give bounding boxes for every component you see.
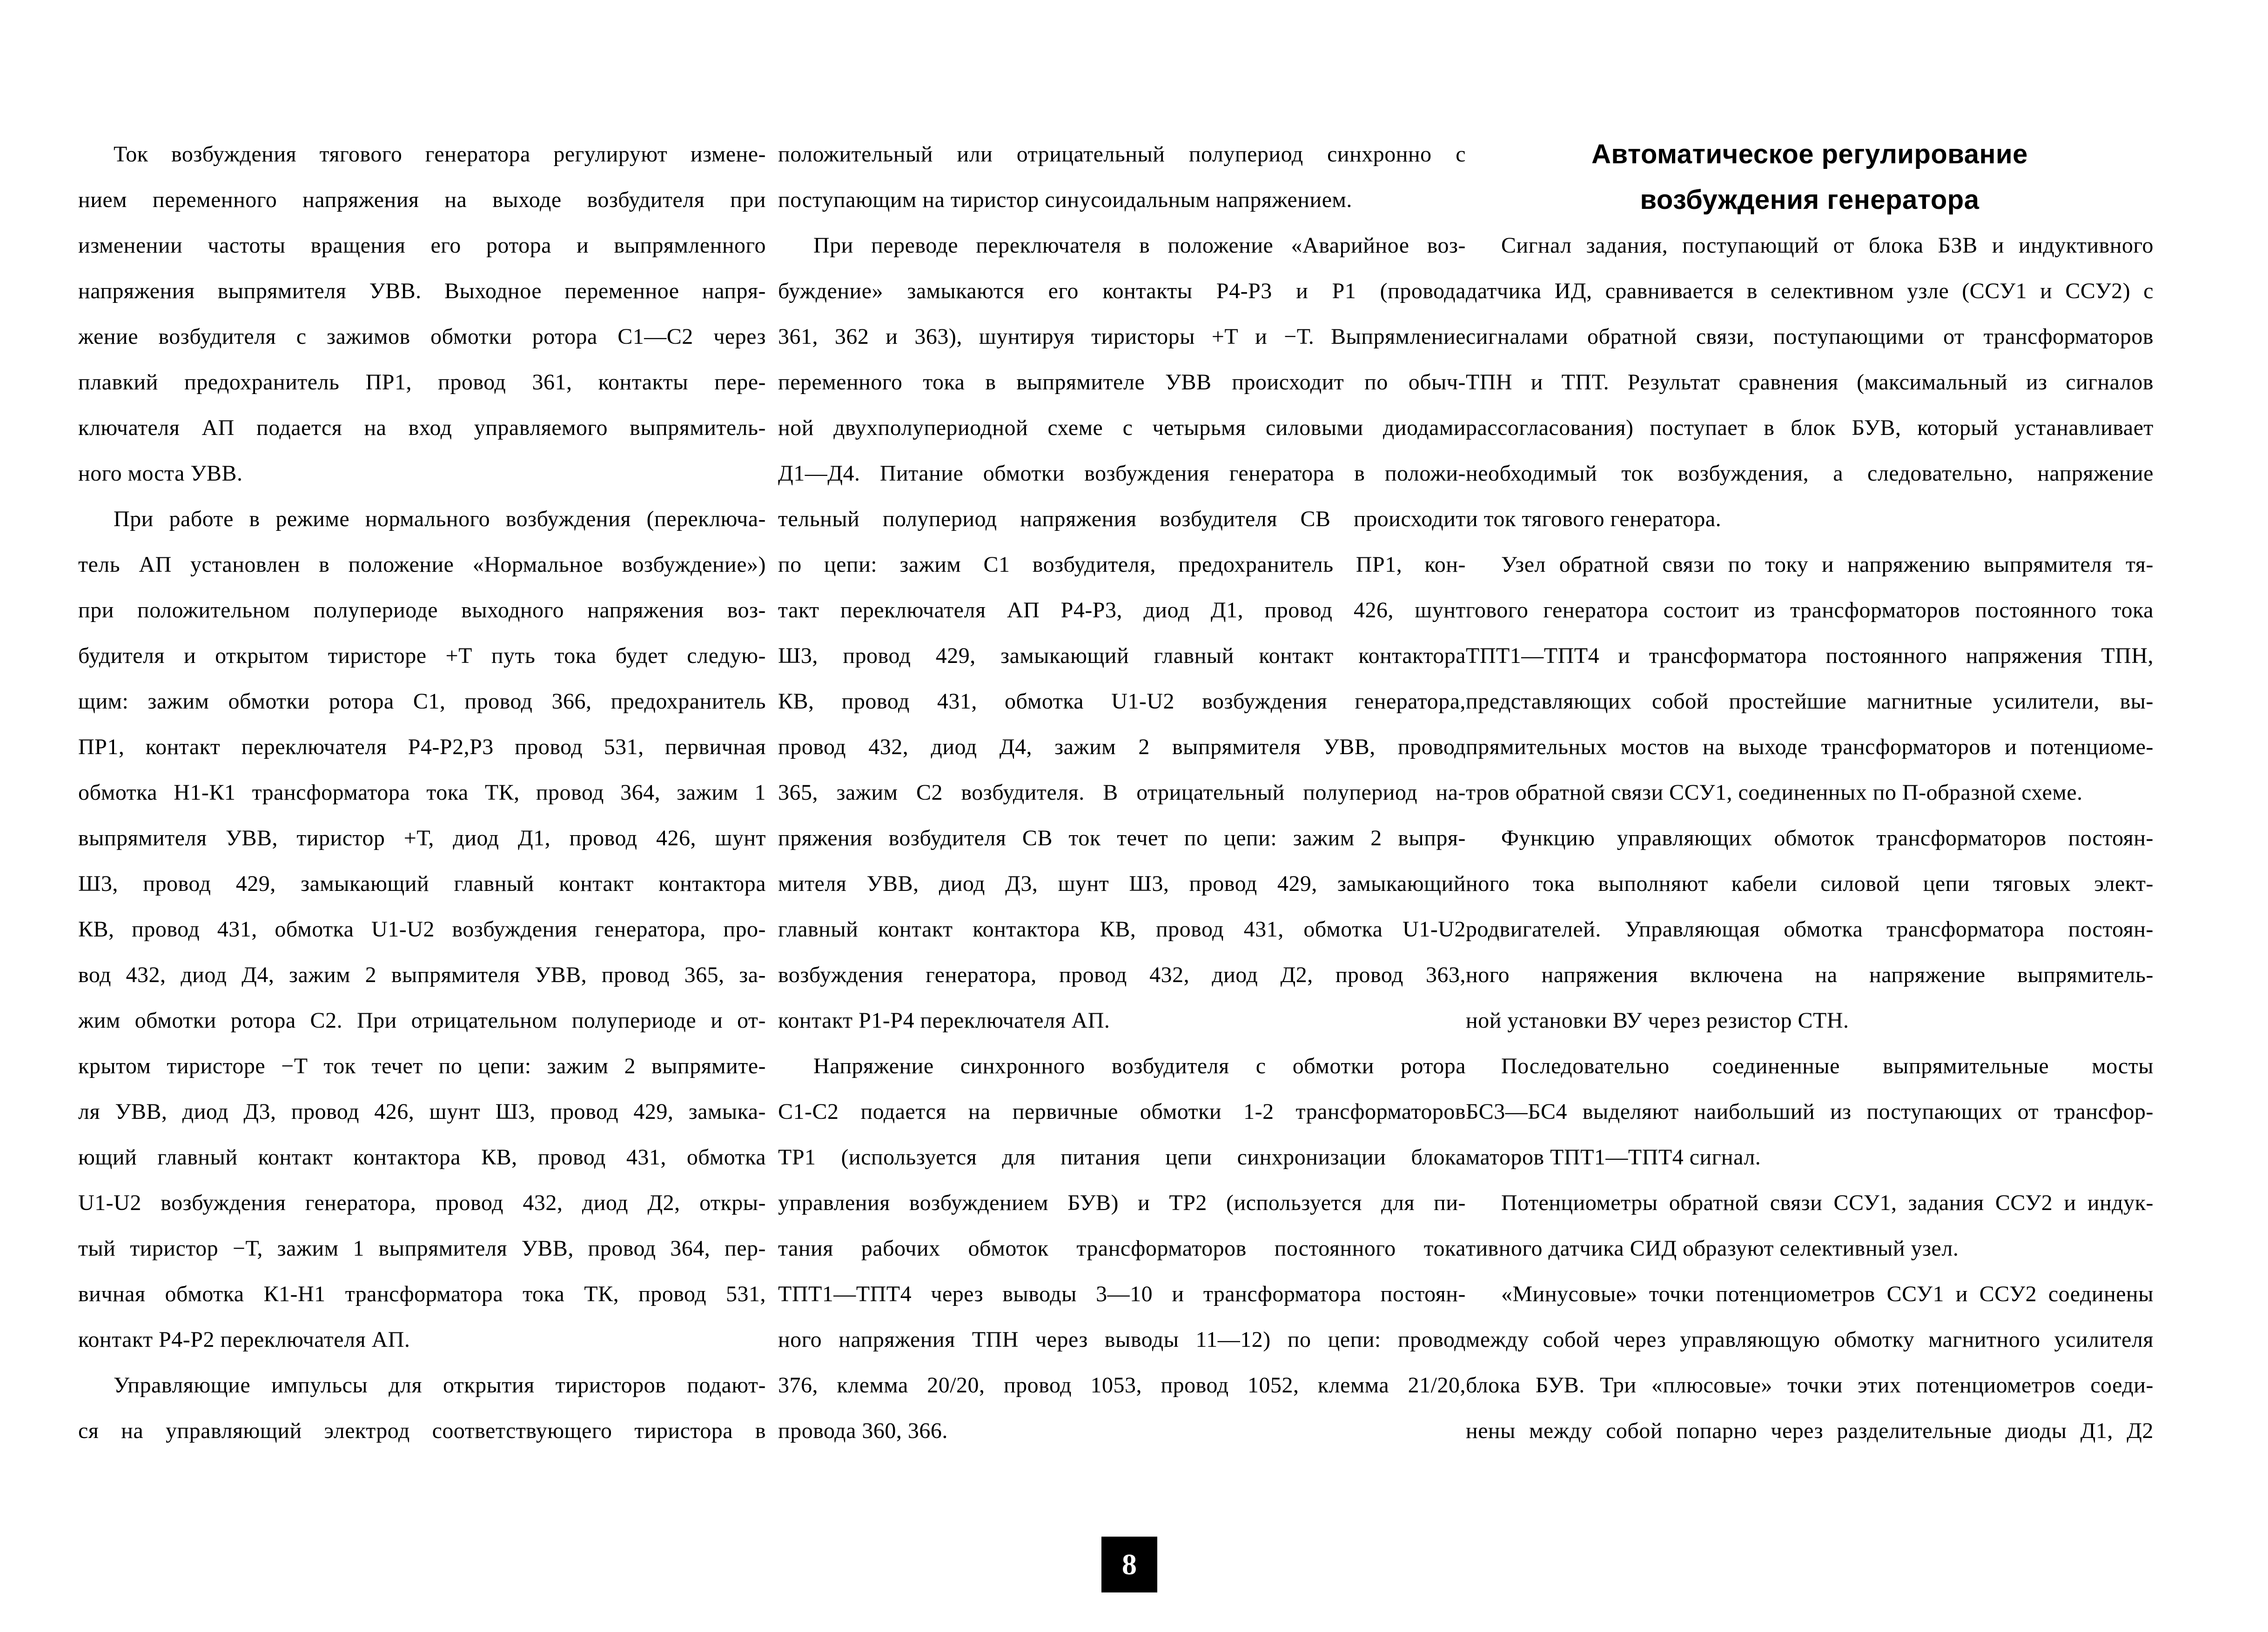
text-line: обмотка Н1-К1 трансформатора тока ТК, провод 364, зажим 1	[78, 780, 766, 805]
page-number-badge	[1101, 1537, 1157, 1592]
text-line: При работе в режиме нормального возбуждения (переключа-	[114, 507, 766, 531]
text-line: такт переключателя АП Р4-Р3, диод Д1, провод 426, шунт	[778, 598, 1466, 622]
text-line: по цепи: зажим С1 возбудителя, предохранитель ПР1, кон-	[778, 552, 1466, 577]
text-line: БС3—БС4 выделяют наибольший из поступающих от трансфор-	[1466, 1099, 2154, 1124]
text-line: вичная обмотка К1-Н1 трансформатора тока ТК, провод 531,	[78, 1282, 766, 1306]
section-heading-line1: Автоматическое регулирование	[1591, 139, 2028, 169]
text-line: необходимый ток возбуждения, а следовательно, напряжение	[1466, 461, 2154, 486]
text-line: Сигнал задания, поступающий от блока БЗВ и индуктивного	[1501, 233, 2154, 258]
text-line: контакт Р4-Р2 переключателя АП.	[78, 1327, 410, 1352]
text-line: будителя и открытом тиристоре +Т путь тока будет следую-	[78, 643, 766, 668]
text-line: тель АП установлен в положение «Нормальное возбуждение»)	[78, 552, 766, 577]
text-line: тров обратной связи ССУ1, соединенных по П-образной схеме.	[1466, 780, 2083, 805]
text-line: датчика ИД, сравнивается в селективном узле (ССУ1 и ССУ2) с	[1466, 279, 2154, 303]
text-line: 376, клемма 20/20, провод 1053, провод 1052, клемма 21/20,	[778, 1373, 1466, 1398]
text-line: ного напряжения включена на напряжение выпрямитель-	[1466, 963, 2154, 987]
text-line: пряжения возбудителя СВ ток течет по цепи: зажим 2 выпря-	[778, 826, 1466, 850]
text-line: крытом тиристоре −Т ток течет по цепи: зажим 2 выпрямите-	[78, 1054, 766, 1078]
text-line: маторов ТПТ1—ТПТ4 сигнал.	[1466, 1145, 1761, 1170]
text-line: U1-U2 возбуждения генератора, провод 432, диод Д2, откры-	[78, 1191, 766, 1215]
text-line: КВ, провод 431, обмотка U1-U2 возбуждения генератора,	[778, 689, 1466, 714]
text-line: ного тока выполняют кабели силовой цепи тяговых элект-	[1466, 871, 2154, 896]
text-line: ТПТ1—ТПТ4 и трансформатора постоянного напряжения ТПН,	[1466, 643, 2154, 668]
text-line: ТР1 (используется для питания цепи синхронизации блока	[778, 1145, 1466, 1170]
text-line: щим: зажим обмотки ротора С1, провод 366, предохранитель	[78, 689, 766, 714]
text-line: ТПТ1—ТПТ4 через выводы 3—10 и трансформатора постоян-	[778, 1282, 1466, 1306]
text-line: нием переменного напряжения на выходе возбудителя при	[78, 187, 766, 212]
text-line: гового генератора состоит из трансформаторов постоянного тока	[1466, 598, 2154, 622]
text-line: ной установки ВУ через резистор СТН.	[1466, 1008, 1849, 1033]
text-line: и ток тягового генератора.	[1466, 507, 1722, 531]
text-line: Управляющие импульсы для открытия тиристоров подают-	[114, 1373, 766, 1398]
text-line: блока БУВ. Три «плюсовые» точки этих потенциометров соеди-	[1466, 1373, 2154, 1398]
text-line: напряжения выпрямителя УВВ. Выходное переменное напря-	[78, 279, 766, 303]
section-heading-line2: возбуждения генератора	[1640, 185, 1979, 215]
text-line: Ш3, провод 429, замыкающий главный контакт контактора	[78, 871, 766, 896]
text-line: положительный или отрицательный полупериод синхронно с	[778, 142, 1466, 167]
text-line: С1-С2 подается на первичные обмотки 1-2 трансформаторов	[778, 1099, 1466, 1124]
text-line: ТПН и ТПТ. Результат сравнения (максимальный из сигналов	[1466, 370, 2154, 395]
text-line: Д1—Д4. Питание обмотки возбуждения генератора в положи-	[778, 461, 1466, 486]
text-line: плавкий предохранитель ПР1, провод 361, контакты пере-	[78, 370, 766, 395]
text-line: Ш3, провод 429, замыкающий главный контакт контактора	[778, 643, 1466, 668]
text-line: вод 432, диод Д4, зажим 2 выпрямителя УВВ, провод 365, за-	[78, 963, 766, 987]
text-line: ющий главный контакт контактора КВ, провод 431, обмотка	[78, 1145, 766, 1170]
text-line: КВ, провод 431, обмотка U1-U2 возбуждения генератора, про-	[78, 917, 766, 942]
text-line: буждение» замыкаются его контакты Р4-Р3 и Р1 (провода	[778, 279, 1466, 303]
text-line: Потенциометры обратной связи ССУ1, задания ССУ2 и индук-	[1501, 1191, 2154, 1215]
text-line: поступающим на тиристор синусоидальным напряжением.	[778, 187, 1352, 212]
text-line: ного моста УВВ.	[78, 461, 243, 486]
text-column-middle	[778, 132, 1466, 1454]
text-line: мителя УВВ, диод Д3, шунт Ш3, провод 429, замыкающий	[778, 871, 1466, 896]
text-line: прямительных мостов на выходе трансформаторов и потенциоме-	[1466, 735, 2154, 759]
text-line: тания рабочих обмоток трансформаторов постоянного тока	[778, 1236, 1466, 1261]
text-line: Ток возбуждения тягового генератора регулируют измене-	[114, 142, 766, 167]
text-line: между собой через управляющую обмотку магнитного усилителя	[1466, 1327, 2154, 1352]
text-line: 365, зажим С2 возбудителя. В отрицательный полупериод на-	[778, 780, 1466, 805]
text-line: ного напряжения ТПН через выводы 11—12) по цепи: провод	[778, 1327, 1466, 1352]
text-line: ной двухполупериодной схеме с четырьмя силовыми диодами	[778, 415, 1466, 440]
text-line: управления возбуждением БУВ) и ТР2 (используется для пи-	[778, 1191, 1466, 1215]
text-line: тивного датчика СИД образуют селективный узел.	[1466, 1236, 1959, 1261]
text-line: возбуждения генератора, провод 432, диод Д2, провод 363,	[778, 963, 1466, 987]
text-line: ля УВВ, диод Д3, провод 426, шунт Ш3, провод 429, замыка-	[78, 1099, 766, 1124]
text-line: выпрямителя УВВ, тиристор +Т, диод Д1, провод 426, шунт	[78, 826, 766, 850]
text-line: при положительном полупериоде выходного напряжения воз-	[78, 598, 766, 622]
text-line: тельный полупериод напряжения возбудителя СВ происходит	[778, 507, 1466, 531]
text-line: При переводе переключателя в положение «Аварийное воз-	[813, 233, 1466, 258]
text-line: жение возбудителя с зажимов обмотки ротора С1—С2 через	[78, 324, 766, 349]
text-column-right	[1466, 132, 2154, 1454]
text-line: ключателя АП подается на вход управляемого выпрямитель-	[78, 415, 766, 440]
page-number: 8	[1122, 1548, 1137, 1581]
text-line: нены между собой попарно через разделительные диоды Д1, Д2	[1466, 1418, 2154, 1443]
text-line: провод 432, диод Д4, зажим 2 выпрямителя УВВ, провод	[778, 735, 1466, 759]
section-heading	[1466, 132, 2154, 223]
text-line: Узел обратной связи по току и напряжению выпрямителя тя-	[1501, 552, 2154, 577]
text-line: родвигателей. Управляющая обмотка трансформатора постоян-	[1466, 917, 2154, 942]
text-line: контакт Р1-Р4 переключателя АП.	[778, 1008, 1110, 1033]
text-line: представляющих собой простейшие магнитные усилители, вы-	[1466, 689, 2154, 714]
text-line: изменении частоты вращения его ротора и выпрямленного	[78, 233, 766, 258]
text-line: главный контакт контактора КВ, провод 431, обмотка U1-U2	[778, 917, 1466, 942]
text-line: ПР1, контакт переключателя Р4-Р2,Р3 провод 531, первичная	[78, 735, 766, 759]
text-line: 361, 362 и 363), шунтируя тиристоры +Т и −Т. Выпрямление	[778, 324, 1466, 349]
text-line: Последовательно соединенные выпрямительные мосты	[1501, 1054, 2154, 1078]
text-line: провода 360, 366.	[778, 1418, 948, 1443]
text-line: Функцию управляющих обмоток трансформаторов постоян-	[1501, 826, 2154, 850]
text-line: жим обмотки ротора С2. При отрицательном полупериоде и от-	[78, 1008, 766, 1033]
column-right-body	[1466, 223, 2154, 1454]
text-column-left	[78, 132, 766, 1454]
text-line: Напряжение синхронного возбудителя с обмотки ротора	[813, 1054, 1466, 1078]
text-line: тый тиристор −Т, зажим 1 выпрямителя УВВ, провод 364, пер-	[78, 1236, 766, 1261]
text-line: «Минусовые» точки потенциометров ССУ1 и ССУ2 соединены	[1501, 1282, 2154, 1306]
text-line: ся на управляющий электрод соответствующего тиристора в	[78, 1418, 766, 1443]
text-line: переменного тока в выпрямителе УВВ происходит по обыч-	[778, 370, 1466, 395]
text-line: сигналами обратной связи, поступающими от трансформаторов	[1466, 324, 2154, 349]
text-line: рассогласования) поступает в блок БУВ, который устанавливает	[1466, 415, 2154, 440]
